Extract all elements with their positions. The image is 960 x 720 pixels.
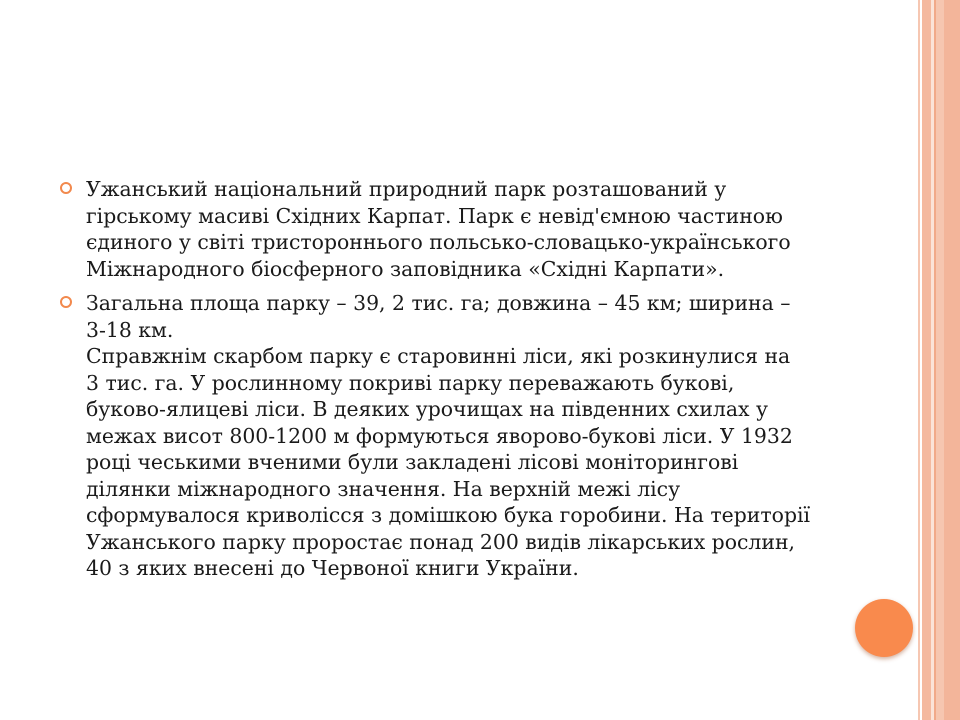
text-line: гірському масиві Східних Карпат. Парк є невід'ємною частиною	[86, 203, 783, 228]
text-line: єдиного у світі тристороннього польсько-словацько-українського	[86, 230, 791, 254]
text-line: ділянки міжнародного значення. На верхній межі лісу	[86, 476, 681, 501]
slide-body	[60, 176, 830, 590]
bullet-item	[60, 290, 830, 582]
decorative-stripe	[918, 0, 920, 720]
circle-bullet-icon	[60, 182, 72, 194]
orange-circle-decoration	[855, 599, 913, 657]
text-line: році чеськими вченими були закладені лісові моніторингові	[86, 450, 739, 474]
circle-bullet-icon	[60, 296, 72, 308]
text-line: сформувалося криволісся з домішкою бука горобини. На території	[86, 503, 811, 527]
decorative-stripe	[944, 0, 960, 720]
text-line: буково-ялицеві ліси. В деяких урочищах на південних схилах у	[86, 397, 769, 421]
text-line: 3 тис. га. У рослинному покриві парку переважають букові,	[86, 370, 735, 395]
text-line: Справжнім скарбом парку є старовинні ліси, які розкинулися на	[86, 344, 791, 368]
text-line: 40 з яких внесені до Червоної книги України.	[86, 556, 579, 580]
text-line: межах висот 800-1200 м формуються яворово-букові ліси. У 1932	[86, 423, 793, 448]
text-line: Міжнародного біосферного заповідника «Східні Карпати».	[86, 256, 725, 281]
text-line: Ужанський національний природний парк розташований у	[86, 177, 727, 201]
text-line: Ужанського парку проростає понад 200 видів лікарських рослин,	[86, 529, 796, 554]
decorative-stripe	[922, 0, 931, 720]
bullet-item	[60, 176, 830, 282]
text-line: Загальна площа парку – 39, 2 тис. га; довжина – 45 км; ширина –	[86, 291, 791, 315]
decorative-stripe	[936, 0, 944, 720]
text-line: 3-18 км.	[86, 317, 174, 342]
